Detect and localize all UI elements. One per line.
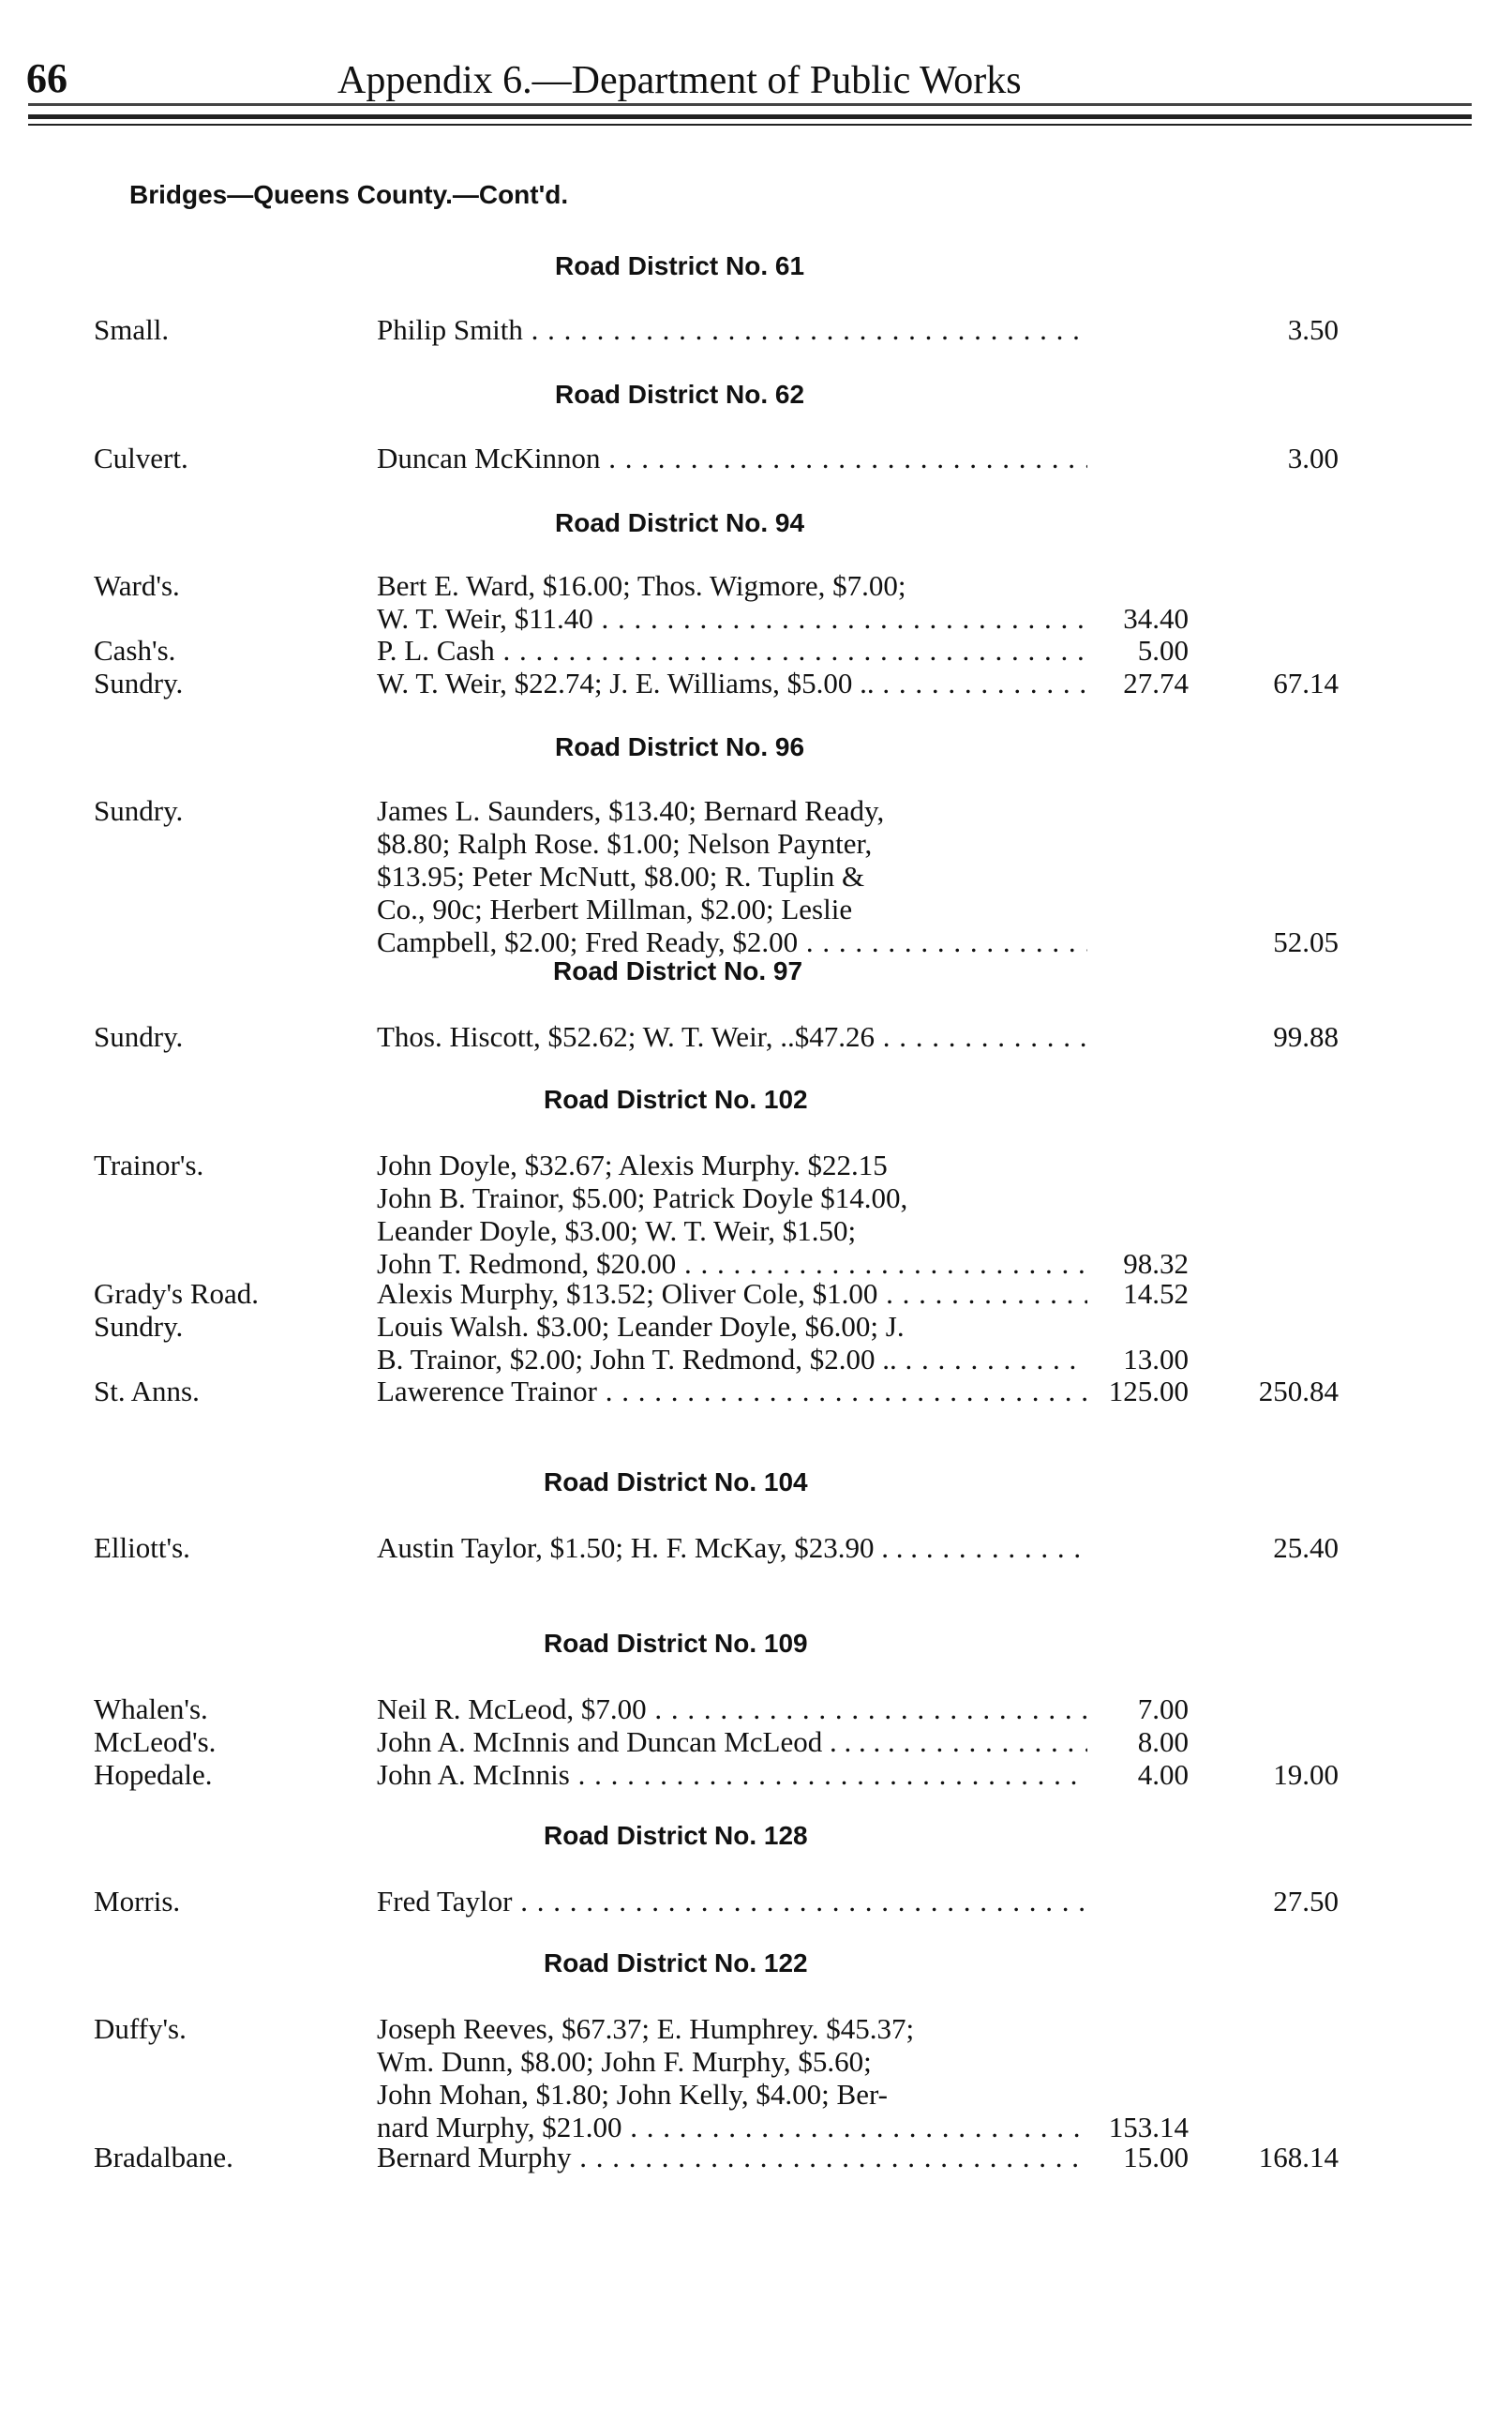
district-total: 19.00 xyxy=(1273,1758,1339,1791)
entry-description: B. Trainor, $2.00; John T. Redmond, $2.00 .. . . . xyxy=(377,1343,1087,1376)
entry-amount: 98.32 xyxy=(1123,1247,1189,1280)
entry-label: Trainor's. xyxy=(94,1149,204,1181)
ledger-row xyxy=(0,1214,1512,1248)
ledger-row xyxy=(0,1277,1512,1311)
district-total: 168.14 xyxy=(1258,2141,1339,2173)
entry-description: nard Murphy, $21.00 . . . xyxy=(377,2111,1087,2144)
entry-label: Grady's Road. xyxy=(94,1277,260,1310)
entry-amount: 14.52 xyxy=(1123,1277,1189,1310)
district-heading: Road District No. 62 xyxy=(555,380,805,409)
district-heading: Road District No. 96 xyxy=(555,732,805,761)
entry-label: Culvert. xyxy=(94,442,188,474)
entry-description: Bert E. Ward, $16.00; Thos. Wigmore, $7.00; xyxy=(377,569,906,602)
entry-label: McLeod's. xyxy=(94,1725,217,1758)
ledger-row xyxy=(0,925,1512,959)
entry-description: Leander Doyle, $3.00; W. T. Weir, $1.50; xyxy=(377,1214,857,1247)
entry-description: John A. McInnis . . . xyxy=(377,1758,1087,1792)
header-rule-thick xyxy=(28,114,1472,119)
entry-label: Hopedale. xyxy=(94,1758,213,1791)
ledger-row xyxy=(0,442,1512,475)
entry-description: Duncan McKinnon . . . xyxy=(377,442,1087,475)
entry-label: Morris. xyxy=(94,1885,181,1917)
district-heading: Road District No. 128 xyxy=(544,1821,808,1850)
ledger-row xyxy=(0,2012,1512,2046)
ledger-row xyxy=(0,2045,1512,2079)
district-heading: Road District No. 61 xyxy=(555,251,805,280)
district-total: 67.14 xyxy=(1273,667,1339,699)
entry-label: Elliott's. xyxy=(94,1531,190,1564)
entry-amount: 27.74 xyxy=(1123,667,1189,699)
entry-label: Ward's. xyxy=(94,569,180,602)
entry-amount: 15.00 xyxy=(1123,2141,1189,2173)
ledger-row xyxy=(0,860,1512,894)
entry-label: Whalen's. xyxy=(94,1692,208,1725)
ledger-row xyxy=(0,1758,1512,1792)
entry-amount: 13.00 xyxy=(1123,1343,1189,1376)
district-total: 3.50 xyxy=(1287,313,1339,346)
entry-description: John Mohan, $1.80; John Kelly, $4.00; Ber- xyxy=(377,2078,888,2111)
entry-amount: 34.40 xyxy=(1123,602,1189,635)
entry-amount: 5.00 xyxy=(1137,634,1189,667)
section-title: Bridges—Queens County.—Cont'd. xyxy=(129,180,569,209)
running-header xyxy=(0,49,1512,114)
district-total: 27.50 xyxy=(1273,1885,1339,1917)
entry-description: John T. Redmond, $20.00 . . . xyxy=(377,1247,1087,1281)
ledger-row xyxy=(0,1247,1512,1281)
entry-description: Joseph Reeves, $67.37; E. Humphrey. $45.37; xyxy=(377,2012,915,2045)
ledger-row xyxy=(0,2141,1512,2174)
district-heading: Road District No. 122 xyxy=(544,1948,808,1977)
ledger-row xyxy=(0,313,1512,347)
entry-description: Neil R. McLeod, $7.00 . . . xyxy=(377,1692,1087,1726)
ledger-row xyxy=(0,893,1512,926)
ledger-row xyxy=(0,1531,1512,1565)
entry-description: Fred Taylor . . . xyxy=(377,1885,1087,1918)
entry-amount: 125.00 xyxy=(1108,1375,1189,1407)
district-heading: Road District No. 94 xyxy=(555,508,805,537)
entry-amount: 8.00 xyxy=(1137,1725,1189,1758)
district-total: 99.88 xyxy=(1273,1020,1339,1053)
ledger-row xyxy=(0,1149,1512,1182)
ledger-row xyxy=(0,2111,1512,2144)
entry-description: Co., 90c; Herbert Millman, $2.00; Leslie xyxy=(377,893,853,925)
entry-description: Austin Taylor, $1.50; H. F. McKay, $23.90 . . . . . . xyxy=(377,1531,1087,1565)
entry-amount: 4.00 xyxy=(1137,1758,1189,1791)
ledger-row xyxy=(0,1692,1512,1726)
entry-description: Wm. Dunn, $8.00; John F. Murphy, $5.60; xyxy=(377,2045,872,2078)
entry-description: John Doyle, $32.67; Alexis Murphy. $22.15 xyxy=(377,1149,888,1181)
entry-label: Sundry. xyxy=(94,794,184,827)
district-heading: Road District No. 102 xyxy=(544,1085,808,1114)
entry-description: Philip Smith . . . xyxy=(377,313,1087,347)
entry-description: John A. McInnis and Duncan McLeod . . . . . . . . xyxy=(377,1725,1087,1759)
ledger-row xyxy=(0,667,1512,700)
entry-description: W. T. Weir, $11.40 . . . xyxy=(377,602,1087,636)
header-rule-top xyxy=(28,103,1472,106)
ledger-row xyxy=(0,634,1512,668)
district-heading: Road District No. 109 xyxy=(544,1629,808,1658)
entry-description: John B. Trainor, $5.00; Patrick Doyle $14.00, xyxy=(377,1181,908,1214)
entry-label: Cash's. xyxy=(94,634,176,667)
entry-description: James L. Saunders, $13.40; Bernard Ready, xyxy=(377,794,885,827)
district-heading: Road District No. 97 xyxy=(553,956,803,985)
entry-description: Thos. Hiscott, $52.62; W. T. Weir, ..$47.26 . . . xyxy=(377,1020,1087,1054)
entry-description: Bernard Murphy . . . xyxy=(377,2141,1087,2174)
entry-description: W. T. Weir, $22.74; J. E. Williams, $5.00 .. . . . xyxy=(377,667,1087,700)
ledger-row xyxy=(0,1181,1512,1215)
entry-description: $8.80; Ralph Rose. $1.00; Nelson Paynter, xyxy=(377,827,873,860)
ledger-row xyxy=(0,2078,1512,2112)
district-total: 250.84 xyxy=(1258,1375,1339,1407)
entry-description: Alexis Murphy, $13.52; Oliver Cole, $1.00 . . . xyxy=(377,1277,1087,1311)
header-rule-thin xyxy=(28,124,1472,126)
entry-label: St. Anns. xyxy=(94,1375,200,1407)
ledger-row xyxy=(0,1020,1512,1054)
district-total: 3.00 xyxy=(1287,442,1339,474)
entry-label: Bradalbane. xyxy=(94,2141,233,2173)
entry-description: Lawerence Trainor . . . xyxy=(377,1375,1087,1408)
page-title: Appendix 6.—Department of Public Works xyxy=(337,59,1022,102)
ledger-row xyxy=(0,794,1512,828)
entry-description: Louis Walsh. $3.00; Leander Doyle, $6.00; J. xyxy=(377,1310,905,1343)
ledger-row xyxy=(0,1343,1512,1376)
entry-label: Sundry. xyxy=(94,1310,184,1343)
ledger-row xyxy=(0,569,1512,603)
ledger-row xyxy=(0,1375,1512,1408)
ledger-row xyxy=(0,1725,1512,1759)
page-number: 66 xyxy=(26,55,67,101)
entry-description: $13.95; Peter McNutt, $8.00; R. Tuplin & xyxy=(377,860,865,893)
ledger-row xyxy=(0,827,1512,861)
entry-label: Sundry. xyxy=(94,1020,184,1053)
entry-label: Sundry. xyxy=(94,667,184,699)
ledger-row xyxy=(0,602,1512,636)
ledger-row xyxy=(0,1885,1512,1918)
entry-label: Duffy's. xyxy=(94,2012,187,2045)
entry-description: Campbell, $2.00; Fred Ready, $2.00 . . . xyxy=(377,925,1087,959)
entry-label: Small. xyxy=(94,313,170,346)
ledger-row xyxy=(0,1310,1512,1344)
district-total: 52.05 xyxy=(1273,925,1339,958)
district-total: 25.40 xyxy=(1273,1531,1339,1564)
district-heading: Road District No. 104 xyxy=(544,1467,808,1496)
entry-amount: 153.14 xyxy=(1108,2111,1189,2143)
entry-amount: 7.00 xyxy=(1137,1692,1189,1725)
entry-description: P. L. Cash . . . xyxy=(377,634,1087,668)
